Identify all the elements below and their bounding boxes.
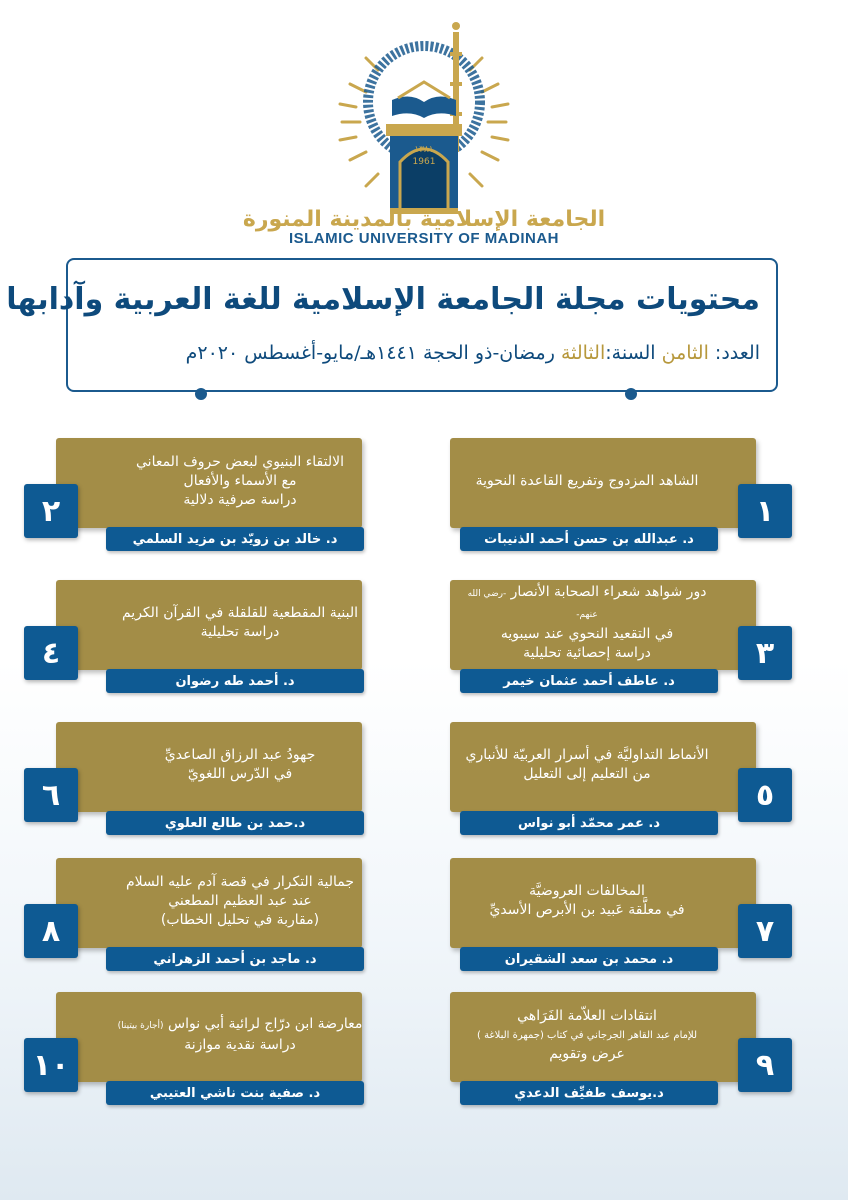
article-title-line: في معلَّقة عَبيد بن الأبرص الأسديِّ [489,902,685,918]
article-title-line: دراسة إحصائية تحليلية [523,645,651,661]
article-card-9[interactable] [424,992,775,1102]
article-card-8[interactable] [41,858,388,968]
article-card-1[interactable] [424,438,775,548]
article-title [104,586,376,660]
article-title-line: من التعليم إلى التعليل [523,766,651,782]
university-logo [242,12,606,252]
article-author: د. عبدالله بن حسن أحمد الذنيبات [460,527,718,551]
article-title-line: عند عبد العظيم المطعني [168,892,312,909]
article-title-line: جهودُ عبد الرزاق الصاعديِّ [164,747,316,763]
article-title-line: دور شواهد شعراء الصحابة الأنصار -رضي الله عنهم- [467,584,707,620]
article-title-line: دراسة صرفية دلالية [183,491,297,508]
article-title-line: الأنماط التداوليَّة في أسرار العربيّة للأنباري [465,747,709,763]
article-title-line: مع الأسماء والأفعال [183,472,297,489]
article-title-line: عرض وتقويم [549,1045,625,1062]
article-title [458,586,716,660]
logo-year-hijri: ١٣٨١ [414,145,434,155]
article-title-line: دراسة نقدية موازنة [184,1037,296,1053]
issue-label: العدد: [714,342,760,364]
article-number: ٦ [24,768,78,822]
article-note: -رضي الله عنهم- [467,589,598,620]
article-number: ٧ [738,904,792,958]
article-author: د. عمر محمّد أبو نواس [460,811,718,835]
university-latin-name: ISLAMIC UNIVERSITY OF MADINAH [288,230,560,247]
article-card-3[interactable] [424,580,775,690]
article-title [104,728,376,802]
article-card-7[interactable] [424,858,775,968]
article-title-line: دراسة تحليلية [200,624,280,640]
article-title [104,444,376,518]
article-title [458,444,716,518]
year-value: الثالثة [560,342,606,364]
article-title [458,864,716,938]
article-title-line: جمالية التكرار في قصة آدم عليه السلام [125,873,355,890]
logo-emblem [242,12,606,232]
article-title-line: معارضة ابن درّاج لرائية أبي نواس (أجارة بيتينا) [117,1016,363,1032]
logo-year-gregorian: 1961 [412,157,436,167]
article-title-line: للإمام عبد القاهر الجرجاني في كتاب (جمهرة البلاغة ) [476,1029,698,1041]
article-number: ١ [738,484,792,538]
article-number: ٨ [24,904,78,958]
article-title-line: في الدّرس اللغويّ [187,766,293,782]
article-title [104,864,376,938]
article-author: د. خالد بن زويّد بن مزيد السلمي [106,527,364,551]
article-title [458,998,716,1072]
title-box [6,258,778,392]
article-card-4[interactable] [41,580,388,690]
decor-dot-left [195,388,207,400]
decor-dot-right [625,388,637,400]
article-title-line: الشاهد المزدوج وتفريع القاعدة النحوية [475,472,699,489]
article-author: د. عاطف أحمد عثمان خيمر [460,669,718,693]
article-title-line: البنية المقطعية للقلقلة في القرآن الكريم [121,605,359,621]
page-title: محتويات مجلة الجامعة الإسلامية للغة العربية وآدابها [6,282,760,317]
article-number: ٥ [738,768,792,822]
issue-info [186,342,760,364]
article-title [458,728,716,802]
article-card-6[interactable] [41,722,388,832]
article-title [104,998,376,1072]
article-title-line: الالتقاء البنيوي لبعض حروف المعاني [136,453,344,470]
article-title-line: المخالفات العروضيَّة [529,883,645,899]
date-text: رمضان-ذو الحجة ١٤٤١هـ/مايو-أغسطس ٢٠٢٠م [185,342,555,364]
article-author: د. محمد بن سعد الشقيران [460,947,718,971]
article-number: ٢ [24,484,78,538]
article-number: ٣ [738,626,792,680]
logo-arabic-name: الجامعة الإسلامية بالمدينة المنورة [242,207,606,232]
article-author: د. أحمد طه رضوان [106,669,364,693]
article-author: د.حمد بن طالع العلوي [106,811,364,835]
article-card-2[interactable] [41,438,388,548]
article-title-line: (مقاربة في تحليل الخطاب) [160,911,320,928]
article-author: د. صفية بنت ناشي العتيبي [106,1081,364,1105]
article-number: ١٠ [24,1038,78,1092]
article-number: ٩ [738,1038,792,1092]
article-card-10[interactable] [32,992,388,1102]
issue-value: الثامن [661,342,709,364]
article-title-line: في التقعيد النحوي عند سيبويه [500,626,674,642]
gate-icon [386,124,462,214]
year-label: السنة: [605,342,656,364]
article-title-line: انتقادات العلاّمة الفَرَاهي [517,1007,657,1024]
article-number: ٤ [24,626,78,680]
article-author: د. ماجد بن أحمد الزهراني [106,947,364,971]
article-card-5[interactable] [424,722,775,832]
article-author: د.يوسف طفيِّف الدعدي [460,1081,718,1105]
article-note: (أجارة بيتينا) [117,1021,164,1031]
